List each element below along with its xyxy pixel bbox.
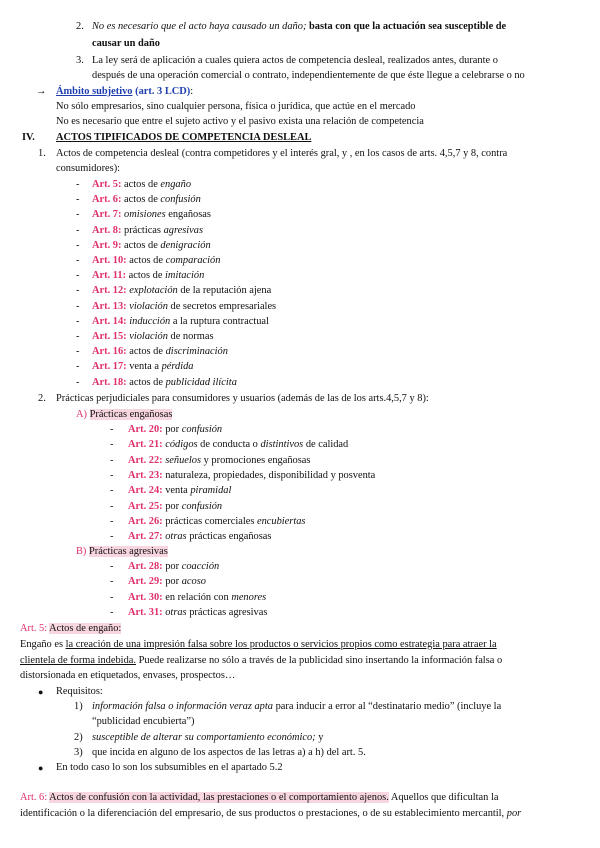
list-number: 2) [74, 732, 83, 743]
text-italic: menores [231, 591, 267, 603]
dash-icon: - [110, 591, 114, 603]
text-italic: denigración [160, 239, 211, 251]
text-italic: susceptible de alterar su comportamiento económico; [92, 732, 316, 743]
text: por [165, 424, 180, 435]
article-label: Art. 29: [128, 576, 163, 588]
arrow-right-icon: → [36, 86, 47, 97]
dash-icon: - [110, 454, 114, 466]
list-1-text: Actos de competencia desleal (contra competidores y el interés gral, y , en los casos de arts. 4,5,7 y 8, contra [56, 148, 508, 159]
text: prácticas comerciales [165, 515, 255, 527]
dash-icon: - [76, 346, 80, 358]
text-italic: coacción [181, 561, 220, 572]
text: de calidad [305, 439, 349, 451]
text: de conducta o [200, 439, 258, 451]
text: Engaño es [20, 639, 63, 650]
text: Puede realizarse no sólo a través de la publicidad sino insertando la información falsa o [138, 655, 503, 666]
article-label: Art. 26: [128, 515, 163, 527]
text-italic: explotación [129, 285, 178, 297]
dash-icon: - [110, 561, 114, 572]
ambito-title: Ámbito subjetivo [56, 86, 133, 97]
art5-p1 [20, 637, 497, 652]
text: prácticas [124, 224, 161, 236]
text: Aquellos que dificultan la [390, 792, 499, 803]
article-label: Art. 6: [92, 194, 122, 206]
section-number: IV. [22, 132, 35, 143]
ambito-line-1: No sólo empresarios, sino cualquier persona, física o jurídica, que actúe en el mercado [56, 101, 416, 112]
text: que incida en alguno de los aspectos de las letras a) a h) del art. 5. [92, 747, 366, 758]
colon: : [190, 86, 194, 97]
dash-icon: - [76, 315, 80, 327]
text-italic: engaño [160, 179, 192, 190]
text-italic: agresivas [163, 224, 204, 236]
text-italic: inducción [129, 315, 171, 327]
dash-icon: - [76, 179, 80, 190]
item-3-cont: después de una operación comercial o contrato, independientemente de que éste llegue a celebrarse o no [92, 70, 525, 81]
article-label: Art. 24: [128, 485, 163, 497]
article-label: Art. 13: [92, 300, 127, 312]
article-label: Art. 5: [92, 179, 122, 190]
text-italic: violación [129, 331, 168, 342]
article-label: Art. 25: [128, 500, 163, 512]
article-label: Art. 30: [128, 591, 163, 603]
dash-icon: - [76, 300, 80, 312]
text: de secretos empresariales [170, 300, 277, 312]
list-1-cont: consumidores): [56, 163, 121, 174]
text: actos de [129, 346, 163, 358]
dash-icon: - [76, 255, 80, 266]
art5-p3: distorsionada en etiquetados, envases, prospectos… [20, 670, 236, 681]
article-label: Art. 16: [92, 346, 127, 358]
art5-label: Art. 5: [20, 623, 48, 634]
article-label: Art. 15: [92, 331, 127, 342]
art6-heading [20, 790, 498, 805]
dash-icon: - [110, 500, 114, 512]
ambito-ref: (art. 3 LCD) [135, 86, 191, 97]
article-label: Art. 18: [92, 376, 127, 388]
dash-icon: - [110, 485, 114, 497]
sub-label: Prácticas engañosas [89, 409, 173, 420]
section-title: ACTOS TIPIFICADOS DE COMPETENCIA DESLEAL [56, 132, 312, 143]
dash-icon: - [76, 270, 80, 282]
dash-icon: - [110, 606, 114, 618]
list-number: 1) [74, 701, 83, 712]
text-italic: comparación [165, 255, 221, 266]
article-label: Art. 8: [92, 224, 122, 236]
article-label: Art. 23: [128, 469, 163, 481]
text-italic: otras [165, 606, 187, 618]
text: por [165, 500, 180, 512]
text-italic: por [506, 808, 522, 819]
text: para inducir a error al “destinatario medio” (incluye la [275, 701, 502, 712]
art5-p2 [20, 653, 502, 668]
article-label: Art. 17: [92, 361, 127, 373]
sub-heading-a [76, 407, 172, 422]
text-italic: códigos [165, 439, 198, 451]
dash-icon: - [76, 376, 80, 388]
text: en relación con [165, 591, 229, 603]
list-number: 3) [74, 747, 83, 758]
article-label: Art. 10: [92, 255, 127, 266]
dash-icon: - [76, 224, 80, 236]
article-label: Art. 20: [128, 424, 163, 435]
text-italic: imitación [165, 270, 205, 282]
text-italic: pérdida [161, 361, 194, 373]
item-2-cont: causar un daño [92, 38, 160, 49]
dash-icon: - [76, 285, 80, 297]
article-label: Art. 21: [128, 439, 163, 451]
text-italic: violación [129, 300, 168, 312]
article-label: Art. 14: [92, 315, 127, 327]
sub-heading-b [76, 544, 168, 559]
ambito-line-2: No es necesario que entre el sujeto activo y el pasivo exista una relación de competencia [56, 116, 424, 127]
dash-icon: - [76, 239, 80, 251]
art6-label: Art. 6: [20, 792, 48, 803]
article-label: Art. 7: [92, 209, 122, 221]
bullet-icon: ● [38, 763, 44, 773]
art5-heading [20, 621, 121, 636]
text: actos de [128, 270, 163, 282]
article-label: Art. 28: [128, 561, 163, 572]
dash-icon: - [76, 209, 80, 221]
text-italic: publicidad ilícita [165, 376, 237, 388]
dash-icon: - [110, 515, 114, 527]
text: actos de [124, 194, 158, 206]
text-italic: No es necesario que el acto haya causado un daño; [92, 21, 307, 32]
dash-icon: - [110, 424, 114, 435]
text: engañosas [168, 209, 211, 221]
sub-letter: B) [76, 546, 87, 557]
list-2-text: Prácticas perjudiciales para consumidores y usuarios (además de las de los arts.4,5,7 y 8): [56, 393, 429, 404]
text: naturaleza, propiedades, disponibilidad y posventa [165, 469, 376, 481]
text: actos de [129, 376, 163, 388]
text: venta [165, 485, 188, 497]
text: Requisitos: [56, 686, 103, 697]
art5-r1-cont: “publicidad encubierta”) [92, 716, 195, 727]
text-italic: confusión [181, 424, 223, 435]
article-label: Art. 12: [92, 285, 127, 297]
text-italic: discriminación [165, 346, 228, 358]
text-italic: información falsa o información veraz apta [92, 701, 273, 712]
dash-icon: - [110, 531, 114, 543]
text: actos de [129, 255, 163, 266]
dash-icon: - [110, 469, 114, 481]
text-italic: encubiertas [256, 515, 306, 527]
article-label: Art. 22: [128, 454, 163, 466]
text: y promociones engañosas [203, 454, 311, 466]
text-italic: otras [165, 531, 187, 543]
text: de normas [170, 331, 214, 342]
text-underlined: la creación de una impresión falsa sobre los productos o servicios propios como estrategia para atraer la [65, 639, 497, 650]
text-italic: acoso [181, 576, 206, 588]
dash-icon: - [76, 331, 80, 342]
art6-p2 [20, 806, 521, 821]
art5-title: Actos de engaño: [49, 623, 122, 634]
sub-label: Prácticas agresivas [89, 546, 168, 557]
text-italic: confusión [160, 194, 201, 206]
art6-title: Actos de confusión con la actividad, las prestaciones o el comportamiento ajenos. [49, 792, 389, 803]
item-3-text: La ley será de aplicación a cuales quiera actos de competencia desleal, realizados antes, durante o [92, 55, 498, 66]
article-label: Art. 9: [92, 239, 122, 251]
text: identificación o la diferenciación del empresario, de sus productos o prestaciones, o de su establecimiento mercantil, [20, 808, 505, 819]
list-number: 3. [76, 55, 84, 66]
dash-icon: - [110, 576, 114, 588]
text-italic: señuelos [165, 454, 202, 466]
text-underlined: clientela de forma indebida. [20, 655, 136, 666]
text-italic: distintivos [260, 439, 304, 451]
article-label: Art. 31: [128, 606, 163, 618]
text: actos de [124, 239, 158, 251]
text: por [165, 576, 180, 588]
text: prácticas agresivas [189, 606, 268, 618]
text: de la reputación ajena [180, 285, 272, 297]
text: En todo caso lo son los subsumibles en el apartado 5.2 [56, 762, 283, 773]
text: por [165, 561, 180, 572]
dash-icon: - [76, 361, 80, 373]
dash-icon: - [76, 194, 80, 206]
list-number: 2. [38, 393, 46, 404]
text-italic: piramidal [190, 485, 232, 497]
text: y [318, 732, 324, 743]
text: actos de [124, 179, 158, 190]
text: prácticas engañosas [189, 531, 272, 543]
text: venta a [129, 361, 159, 373]
article-label: Art. 11: [92, 270, 127, 282]
text-bold: basta con que la actuación sea susceptible de [309, 21, 507, 32]
list-number: 2. [76, 21, 84, 32]
list-number: 1. [38, 148, 46, 159]
bullet-icon: ● [38, 687, 44, 697]
text-italic: omisiones [124, 209, 166, 221]
sub-letter: A) [76, 409, 87, 420]
text-italic: confusión [181, 500, 223, 512]
text: a la ruptura contractual [172, 315, 269, 327]
article-label: Art. 27: [128, 531, 163, 543]
dash-icon: - [110, 439, 114, 451]
